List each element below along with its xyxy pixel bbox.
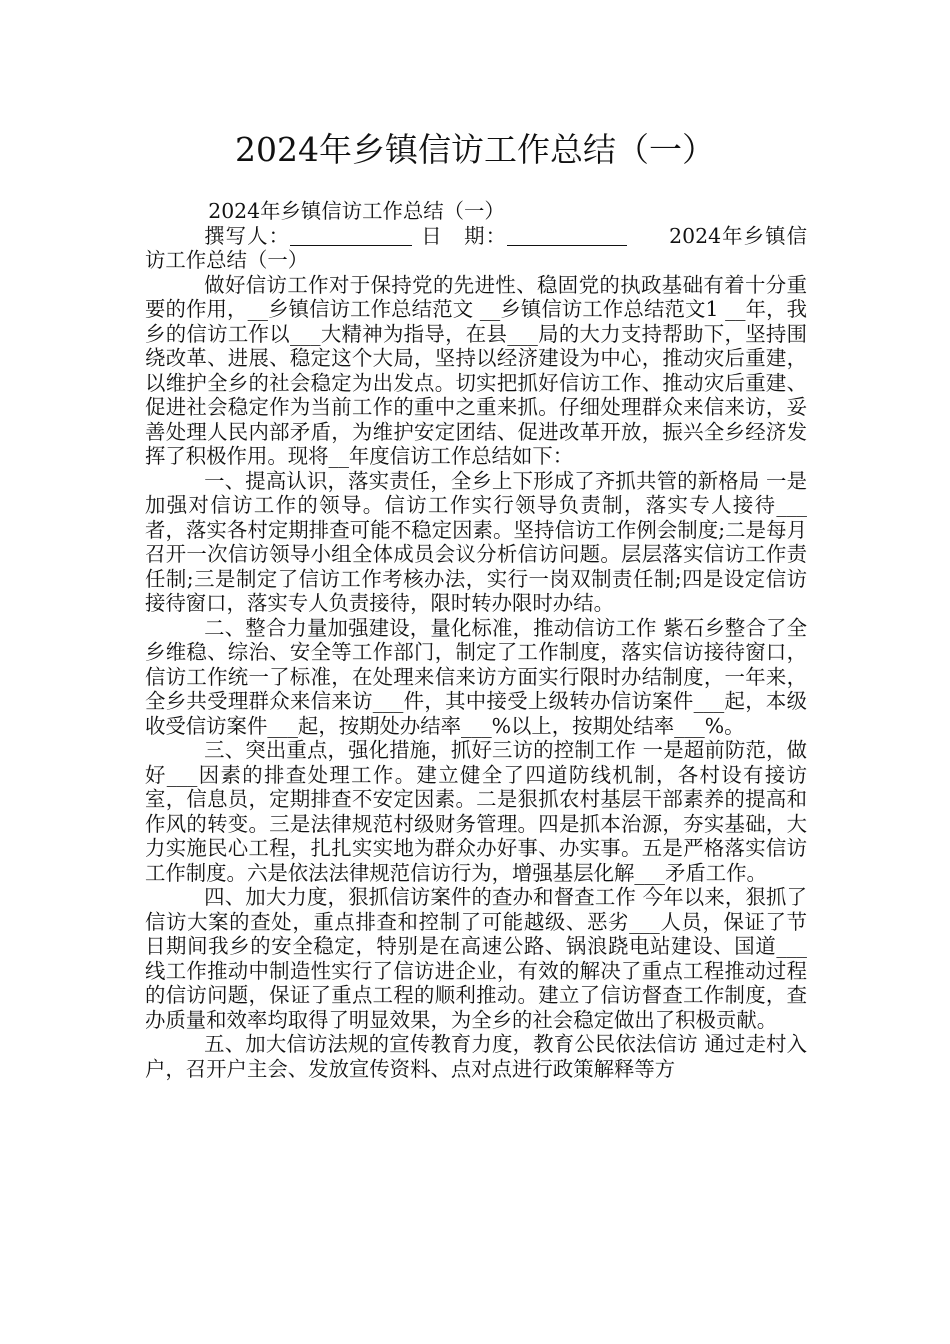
date-label: 日 期： bbox=[420, 223, 508, 248]
date-blank bbox=[507, 224, 627, 245]
document-body bbox=[145, 199, 807, 1081]
author-date-line bbox=[145, 224, 807, 273]
author-label: 撰写人： bbox=[204, 223, 291, 248]
paragraph-section-4: 四、加大力度，狠抓信访案件的查办和督查工作 今年以来，狠抓了信访大案的查处，重点排查和控制了可能越级、恶劣___人员，保证了节日期间我乡的安全稳定，特别是在高速公路、锅浪跷电站建设、国道___线工作推动中制造性实行了信访进企业，有效的解决了重点工程推动过程的信访问题，保证了重点工程的顺利推动。建立了信访督查工作制度，查办质量和效率均取得了明显效果，为全乡的社会稳定做出了积极贡献。 bbox=[145, 885, 807, 1032]
document-title: 2024年乡镇信访工作总结（一） bbox=[235, 130, 715, 169]
paragraph-section-1: 一、提高认识，落实责任，全乡上下形成了齐抓共管的新格局 一是加强对信访工作的领导。信访工作实行领导负责制，落实专人接待___者，落实各村定期排查可能不稳定因素。坚持信访工作例会制度;二是每月召开一次信访领导小组全体成员会议分析信访问题。层层落实信访工作责任制;三是制定了信访工作考核办法，实行一岗双制责任制;四是设定信访接待窗口，落实专人负责接待，限时转办限时办结。 bbox=[145, 468, 807, 615]
author-blank bbox=[290, 224, 412, 245]
author-line-tail: 2024年乡镇信访工作总结（一） bbox=[145, 223, 807, 272]
paragraph-section-3: 三、突出重点，强化措施，抓好三访的控制工作 一是超前防范，做好___因素的排查处理工作。建立健全了四道防线机制，各村设有接访室，信息员，定期排查不安定因素。二是狠抓农村基层干部素养的提高和作风的转变。三是法律规范村级财务管理。四是抓本治源，夯实基础，大力实施民心工程，扎扎实实地为群众办好事、办实事。五是严格落实信访工作制度。六是依法法律规范信访行为，增强基层化解___矛盾工作。 bbox=[145, 738, 807, 885]
paragraph-section-5: 五、加大信访法规的宣传教育力度，教育公民依法信访 通过走村入户，召开户主会、发放宣传资料、点对点进行政策解释等方 bbox=[145, 1032, 807, 1081]
paragraph-section-2: 二、整合力量加强建设，量化标准，推动信访工作 紫石乡整合了全乡维稳、综治、安全等工作部门，制定了工作制度，落实信访接待窗口，信访工作统一了标准，在处理来信来访方面实行限时办结制度，一年来，全乡共受理群众来信来访___件，其中接受上级转办信访案件___起，本级收受信访案件___起，按期处办结率___%以上，按期处结率___%。 bbox=[145, 615, 807, 738]
paragraph-intro: 做好信访工作对于保持党的先进性、稳固党的执政基础有着十分重要的作用，__乡镇信访工作总结范文 __乡镇信访工作总结范文1 __年，我乡的信访工作以___大精神为指导，在县___局的大力支持帮助下，坚持围绕改革、进展、稳定这个大局，坚持以经济建设为中心，推动灾后重建，以维护全乡的社会稳定为出发点。切实把抓好信访工作、推动灾后重建、促进社会稳定作为当前工作的重中之重来抓。仔细处理群众来信来访，妥善处理人民内部矛盾，为维护安定团结、促进改革开放，振兴全乡经济发挥了积极作用。现将__年度信访工作总结如下： bbox=[145, 272, 807, 468]
document-subtitle: 2024年乡镇信访工作总结（一） bbox=[208, 199, 505, 223]
